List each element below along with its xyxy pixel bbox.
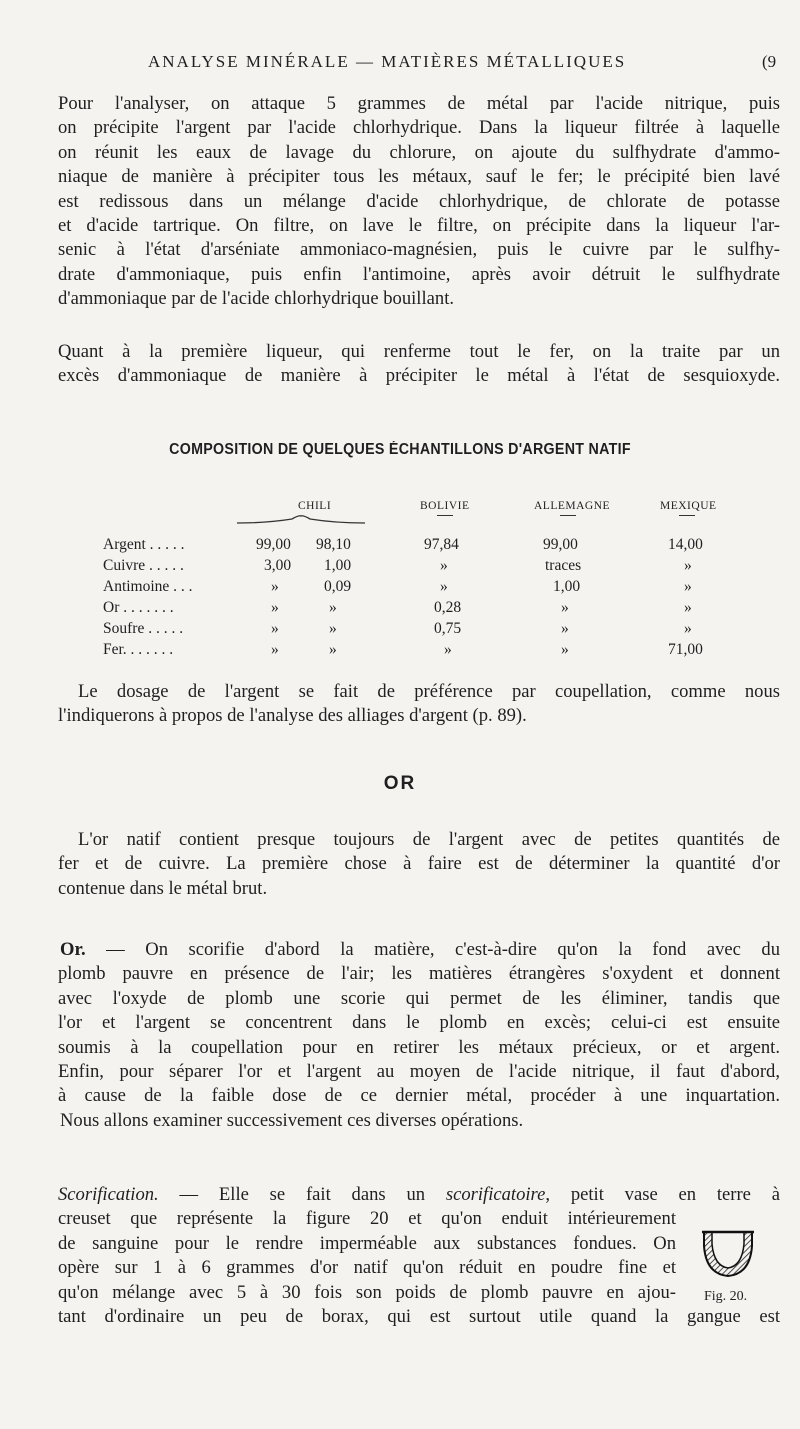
text-line: l'or et l'argent se concentrent dans le plomb en excès; celui-ci est ensuite <box>58 1012 780 1034</box>
table-cell: 0,09 <box>324 578 352 595</box>
column-header-chili: CHILI <box>298 500 332 512</box>
text-line: niaque de manière à précipiter tous les métaux, sauf le fer; le précipité bien lavé <box>58 166 780 188</box>
paragraph-gold-method <box>58 938 780 1133</box>
table-cell: » <box>271 599 279 616</box>
text-line: Scorification. — Elle se fait dans un scorificatoire, petit vase en terre à <box>58 1184 780 1205</box>
text-line: Le dosage de l'argent se fait de préférence par coupellation, comme nous <box>78 681 780 702</box>
table-row <box>0 620 800 640</box>
text-line: contenue dans le métal brut. <box>58 877 268 899</box>
column-rule <box>679 515 695 516</box>
text-line: d'ammoniaque par de l'acide chlorhydrique bouillant. <box>58 288 455 310</box>
text-line: est redissous dans un mélange d'acide chlorhydrique, de chlorate de potasse <box>58 190 780 212</box>
text-line: Pour l'analyser, on attaque 5 grammes de métal par l'acide nitrique, puis <box>58 93 780 114</box>
text-line: opère sur 1 à 6 grammes d'or natif qu'on réduit en poudre fine et <box>58 1257 676 1279</box>
table-cell: » <box>271 620 279 637</box>
column-header-allemagne: ALLEMAGNE <box>534 500 611 512</box>
table-cell: traces <box>545 557 582 574</box>
table-cell: 0,75 <box>434 620 462 637</box>
page-number: (9 <box>762 52 777 71</box>
table-cell: 71,00 <box>668 641 703 658</box>
table-cell: » <box>561 641 569 658</box>
text-line: senic à l'état d'arséniate ammoniaco-magnésien, puis le cuivre par le sulfhy- <box>58 239 780 261</box>
column-rule <box>437 515 453 516</box>
row-label: Or . . . . . . . <box>103 599 174 616</box>
table-cell: » <box>271 578 279 595</box>
text-line: de sanguine pour le rendre imperméable aux substances fondues. On <box>58 1232 676 1254</box>
text-line: soumis à la coupellation pour en retirer les métaux précieux, or et argent. <box>58 1036 780 1058</box>
text-line: avec l'oxyde de plomb une scorie qui permet de les éliminer, tandis que <box>58 987 780 1009</box>
table-row <box>0 599 800 619</box>
table-row <box>0 641 800 661</box>
column-header-bolivie: BOLIVIE <box>420 500 470 512</box>
text-line: L'or natif contient presque toujours de l'argent avec de petites quantités de <box>78 829 780 850</box>
text-line: qu'on mélange avec 5 à 30 fois son poids de plomb pauvre en ajou- <box>58 1281 676 1303</box>
table-row <box>0 578 800 598</box>
row-label: Soufre . . . . . <box>103 620 184 637</box>
text-line: Nous allons examiner successivement ces diverses opérations. <box>60 1109 524 1131</box>
table-cell: » <box>444 641 452 658</box>
paragraph-analysis <box>58 92 780 312</box>
text-line: excès d'ammoniaque de manière à précipiter le métal à l'état de sesquioxyde. <box>58 365 780 387</box>
table-cell: » <box>440 578 448 595</box>
text-line: on précipite l'argent par l'acide chlorhydrique. Dans la liqueur filtrée à laquelle <box>58 117 780 139</box>
table-cell: 3,00 <box>264 557 292 574</box>
text-line: creuset que représente la figure 20 et qu'on enduit intérieurement <box>58 1208 676 1230</box>
table-title: COMPOSITION DE QUELQUES ÉCHANTILLONS D'ARGENT NATIF <box>169 441 631 458</box>
table-cell: » <box>684 599 692 616</box>
paragraph-first-liquor <box>58 340 780 389</box>
table-row <box>0 557 800 577</box>
text-line: Quant à la première liqueur, qui renferme tout le fer, on la traite par un <box>58 341 780 362</box>
table-cell: » <box>561 620 569 637</box>
running-header <box>0 52 800 76</box>
table-cell: 1,00 <box>324 557 352 574</box>
paragraph-scorification <box>58 1183 780 1329</box>
text-line: à cause de la faible dose de ce dernier métal, procéder à une inquartation. <box>58 1085 780 1107</box>
table-cell: » <box>684 557 692 574</box>
run-in-heading: Scorification. <box>58 1184 159 1205</box>
row-label: Fer. . . . . . . <box>103 641 174 658</box>
figure-caption: Fig. 20. <box>704 1289 748 1304</box>
table-cell: 97,84 <box>424 536 459 553</box>
run-in-heading: Or. <box>60 939 86 960</box>
table-cell: » <box>329 641 337 658</box>
text-line: et d'acide tartrique. On filtre, on lave le filtre, on précipite dans la liqueur l'ar- <box>58 215 780 237</box>
paragraph-native-gold <box>58 828 780 901</box>
text-line: fer et de cuivre. La première chose à faire est de déterminer la quantité d'or <box>58 853 780 875</box>
table-cell: » <box>684 578 692 595</box>
table-cell: » <box>684 620 692 637</box>
table-cell: 99,00 <box>543 536 578 553</box>
text-line: plomb pauvre en présence de l'air; les matières étrangères s'oxydent et donnent <box>58 963 780 985</box>
text-line: tant d'ordinaire un peu de borax, qui est surtout utile quand la gangue est <box>58 1306 780 1328</box>
table-cell: 1,00 <box>553 578 581 595</box>
table-cell: » <box>440 557 448 574</box>
table-cell: » <box>561 599 569 616</box>
column-header-mexique: MEXIQUE <box>660 500 717 512</box>
text-line: l'indiquerons à propos de l'analyse des alliages d'argent (p. 89). <box>58 705 527 727</box>
row-label: Argent . . . . . <box>103 536 185 553</box>
table-cell: » <box>329 599 337 616</box>
row-label: Cuivre . . . . . <box>103 557 184 574</box>
text-line: on réunit les eaux de lavage du chlorure, on ajoute du sulfhydrate d'ammo- <box>58 141 780 163</box>
table-cell: 98,10 <box>316 536 351 553</box>
scorifier-figure <box>700 1228 756 1284</box>
table-row <box>0 536 800 556</box>
table-cell: » <box>271 641 279 658</box>
running-title: ANALYSE MINÉRALE — MATIÈRES MÉTALLIQUES <box>148 52 627 71</box>
text-line: Or. — On scorifie d'abord la matière, c'est-à-dire qu'on la fond avec du <box>60 939 780 960</box>
column-brace <box>237 515 365 525</box>
row-label: Antimoine . . . <box>103 578 193 595</box>
paragraph-dosage <box>58 680 780 729</box>
table-cell: 0,28 <box>434 599 462 616</box>
column-rule <box>560 515 576 516</box>
table-cell: 14,00 <box>668 536 703 553</box>
section-title: OR <box>383 773 417 794</box>
table-cell: 99,00 <box>256 536 291 553</box>
text-line: drate d'ammoniaque, puis enfin l'antimoine, après avoir détruit le sulfhydrate <box>58 263 780 285</box>
text-line: Enfin, pour séparer l'or et l'argent au moyen de l'acide nitrique, il faut d'abord, <box>58 1061 780 1083</box>
table-cell: » <box>329 620 337 637</box>
